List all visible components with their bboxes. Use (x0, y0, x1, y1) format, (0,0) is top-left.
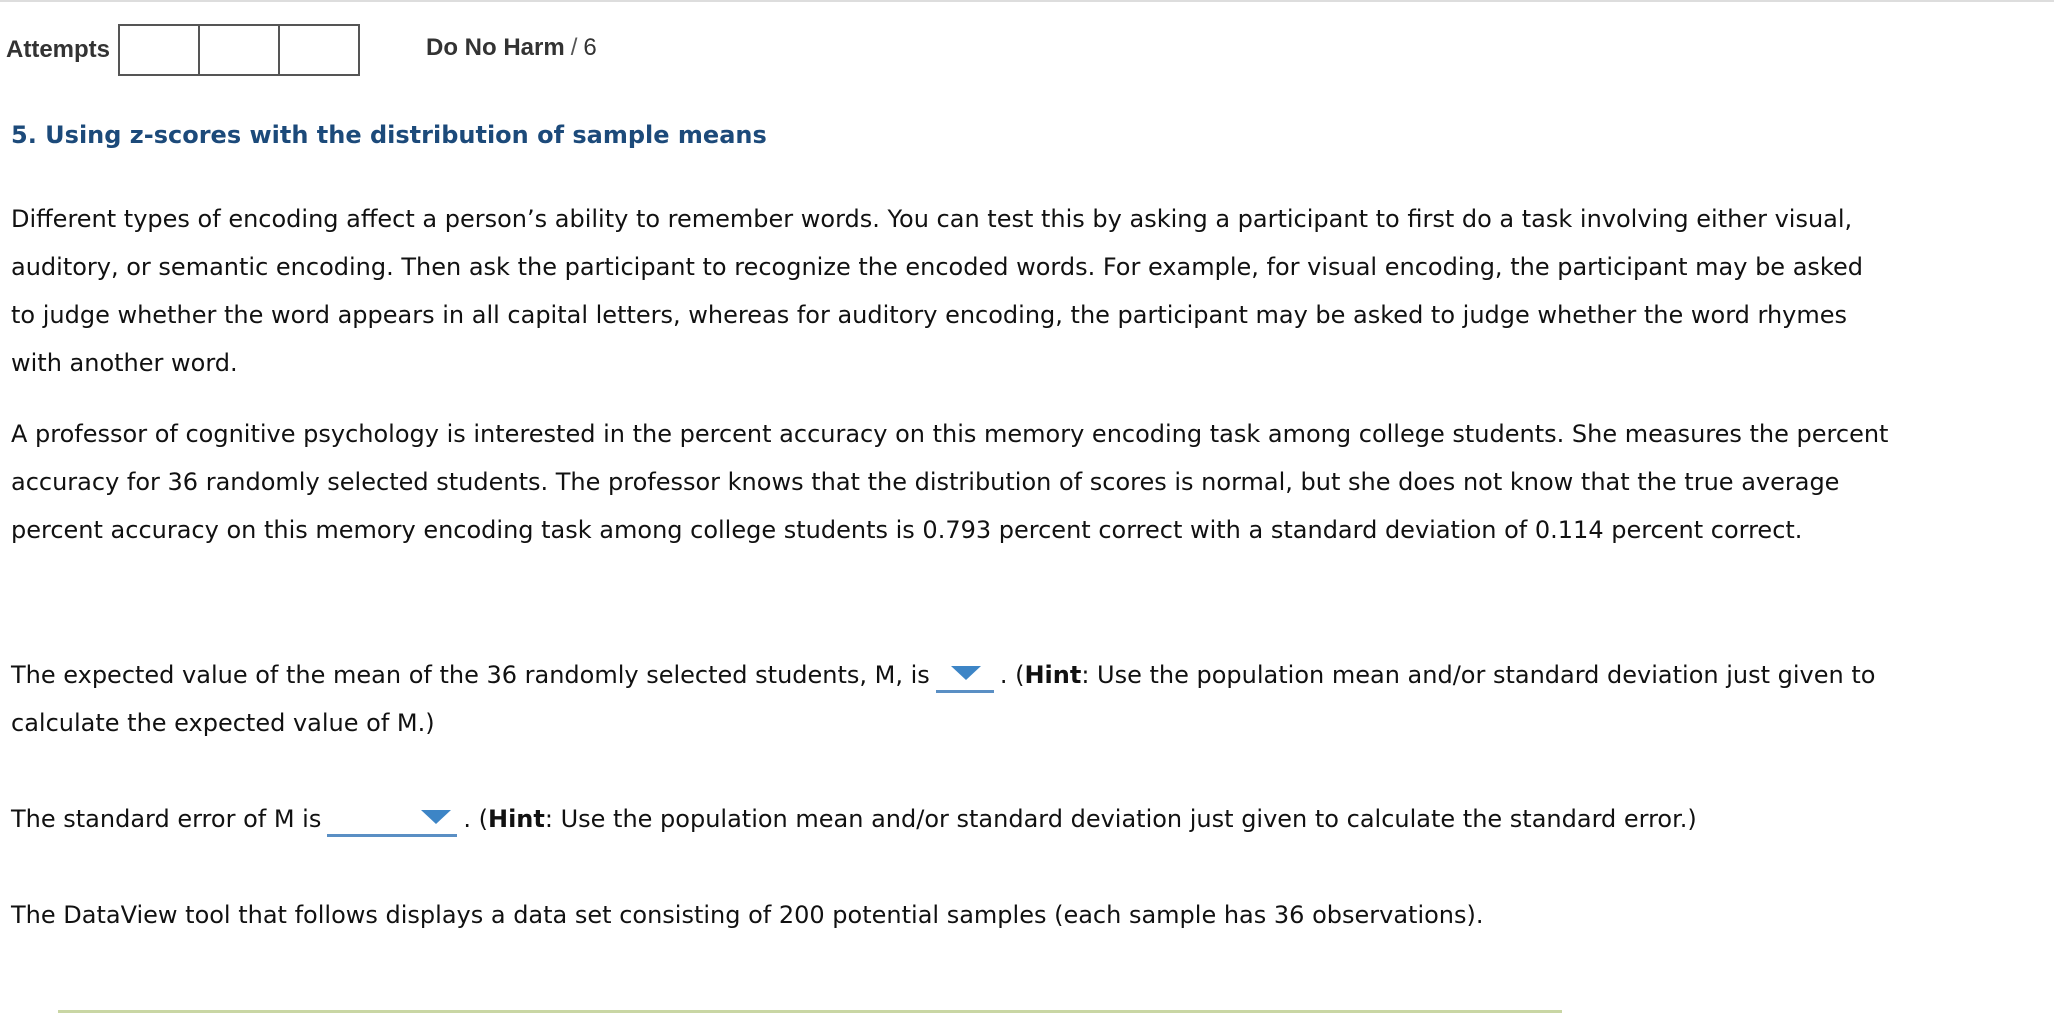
standard-error-dropdown[interactable] (327, 804, 457, 837)
standard-error-question (11, 795, 1891, 843)
expected-value-dropdown[interactable] (936, 660, 994, 693)
expected-value-question (11, 651, 1891, 747)
attempt-boxes (118, 24, 360, 76)
attempts-label: Attempts (6, 36, 111, 63)
attempt-box-2 (200, 26, 280, 74)
dataview-top-border (58, 1010, 1562, 1013)
dataview-intro: The DataView tool that follows displays a data set consisting of 200 potential samples (each sample has 36 observations). (11, 901, 1484, 929)
paragraph-encoding-intro: Different types of encoding affect a person’s ability to remember words. You can test this by asking a participant to first do a task involving either visual, auditory, or semantic encoding. Then ask the participant to recognize the encoded words. For example, for visual encoding, the participant may be asked to judge whether the word appears in all capital letters, whereas for auditory encoding, the participant may be asked to judge whether the word rhymes with another word. (11, 205, 1863, 377)
hint-label: Hint (1024, 661, 1082, 689)
expected-value-hint-open: . ( (999, 661, 1025, 689)
expected-value-prompt: The expected value of the mean of the 36 randomly selected students, M, is (11, 661, 930, 689)
standard-error-prompt: The standard error of M is (11, 805, 322, 833)
standard-error-hint-text: : Use the population mean and/or standard deviation just given to calculate the standard error.) (544, 805, 1697, 833)
points-separator: / (570, 34, 578, 61)
grading-mode-name: Do No Harm (426, 34, 565, 61)
grading-mode (426, 34, 597, 62)
attempts-bar (6, 24, 360, 76)
question-title: 5. Using z-scores with the distribution of sample means (11, 121, 767, 149)
standard-error-hint-open: . ( (463, 805, 488, 833)
top-divider (0, 0, 2054, 2)
points-total: 6 (583, 34, 597, 61)
hint-label: Hint (487, 805, 545, 833)
expected-value-hint-text: : Use the population mean and/or standard deviation just given to calculate the expected value of M.) (11, 661, 1876, 737)
chevron-down-icon (951, 666, 981, 680)
attempt-box-3 (280, 26, 358, 74)
chevron-down-icon (421, 810, 451, 824)
paragraph-professor-study: A professor of cognitive psychology is interested in the percent accuracy on this memory encoding task among college students. She measures the percent accuracy for 36 randomly selected students. The professor knows that the distribution of scores is normal, but she does not know that the true average percent accuracy on this memory encoding task among college students is 0.793 percent correct with a standard deviation of 0.114 percent correct. (11, 420, 1889, 544)
attempt-box-1 (120, 26, 200, 74)
